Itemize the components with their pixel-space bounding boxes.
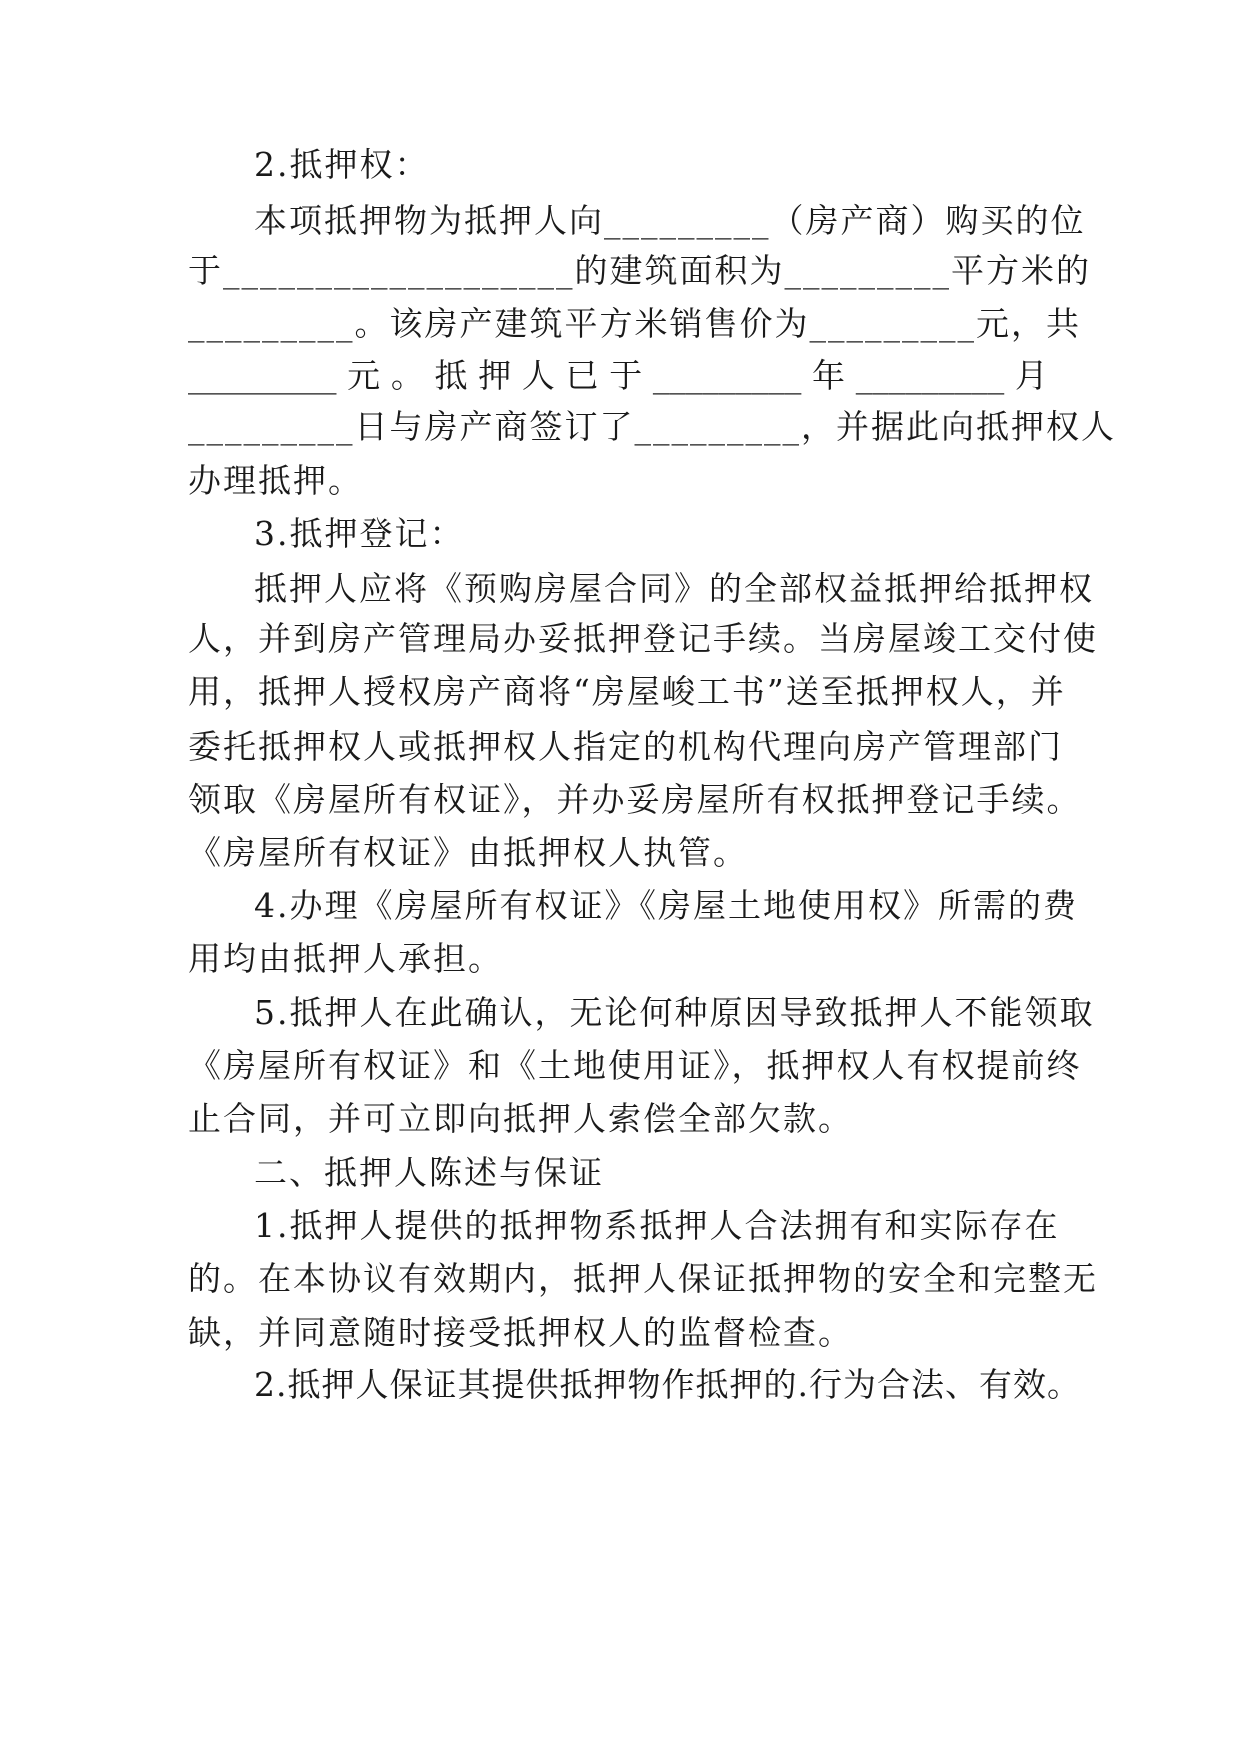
clause-2: 2.抵押人保证其提供抵押物作抵押的.行为合法、有效。 [254, 1365, 1081, 1404]
clause-1: 1.抵押人提供的抵押物系抵押人合法拥有和实际存在 [254, 1206, 1060, 1245]
paragraph-line: 《房屋所有权证》由抵押权人执管。 [188, 833, 748, 872]
text-char: 人 [521, 356, 555, 395]
text-char: 抵 [434, 356, 468, 395]
paragraph-line: 用，抵押人授权房产商将“房屋峻工书”送至抵押权人，并 [188, 672, 1066, 711]
paragraph-line: 本项抵押物为抵押人向_________（房产商）购买的位 [254, 201, 1086, 240]
paragraph-line: _________。该房产建筑平方米销售价为_________元，共 [188, 304, 1081, 343]
text-char: 。 [390, 356, 424, 395]
paragraph-line: 委托抵押权人或抵押权人指定的机构代理向房产管理部门 [188, 727, 1063, 766]
paragraph-line: 领取《房屋所有权证》，并办妥房屋所有权抵押登记手续。 [188, 780, 1082, 819]
text-char: 押 [478, 356, 512, 395]
section-heading-mortgage-right: 2.抵押权： [254, 145, 430, 184]
text-char: 月 [1014, 356, 1048, 395]
paragraph-line: 于___________________的建筑面积为_________平方米的 [188, 251, 1091, 290]
paragraph-line: 止合同，并可立即向抵押人索偿全部欠款。 [188, 1099, 853, 1138]
paragraph-line: 缺，并同意随时接受抵押权人的监督检查。 [188, 1313, 853, 1352]
clause-5: 5.抵押人在此确认，无论何种原因导致抵押人不能领取 [254, 993, 1095, 1032]
paragraph-line: 《房屋所有权证》和《土地使用证》，抵押权人有权提前终 [188, 1046, 1082, 1085]
section-heading-representations: 二、抵押人陈述与保证 [254, 1153, 604, 1192]
blank-field: _________ [855, 356, 1005, 395]
paragraph-line: 的。在本协议有效期内，抵押人保证抵押物的安全和完整无 [188, 1259, 1098, 1298]
clause-4: 4.办理《房屋所有权证》《房屋土地使用权》所需的费 [254, 886, 1078, 925]
paragraph-line: 用均由抵押人承担。 [188, 939, 503, 978]
text-char: 年 [812, 356, 846, 395]
section-heading-mortgage-registration: 3.抵押登记： [254, 514, 465, 553]
paragraph-line: 人，并到房产管理局办妥抵押登记手续。当房屋竣工交付使 [188, 619, 1098, 658]
paragraph-line: _________日与房产商签订了_________，并据此向抵押权人 [188, 407, 1116, 446]
paragraph-line-spread [188, 347, 1048, 405]
paragraph-line: 办理抵押。 [188, 461, 363, 500]
blank-field: _________ [188, 356, 337, 395]
blank-field: _________ [652, 356, 802, 395]
text-char: 元 [347, 356, 381, 395]
text-char: 已 [565, 356, 599, 395]
paragraph-line: 抵押人应将《预购房屋合同》的全部权益抵押给抵押权 [254, 569, 1094, 608]
text-char: 于 [609, 356, 643, 395]
